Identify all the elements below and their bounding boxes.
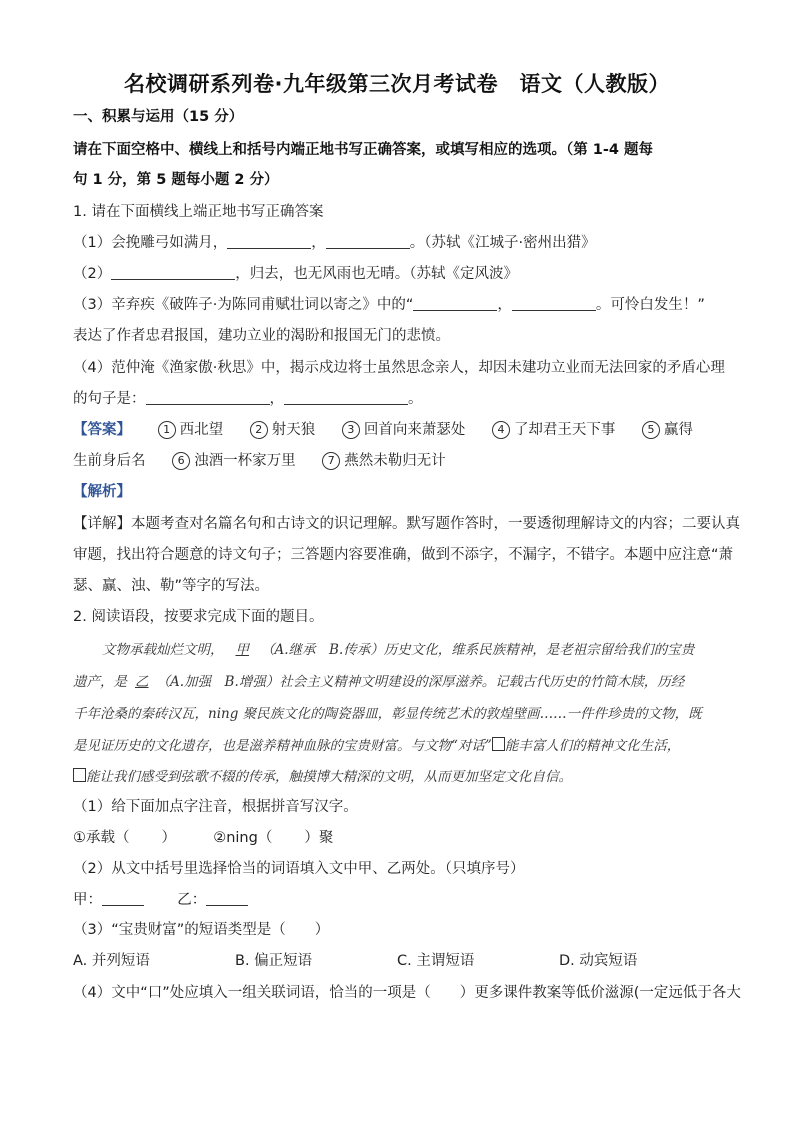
subquestion-3-options [73, 951, 723, 971]
answer-blank[interactable] [413, 295, 497, 311]
passage-line-5: 能让我们感受到弦歌不辍的传承，触摸博大精深的文明，从而更加坚定文化自信。 [73, 767, 723, 787]
subquestion-3: （3）“宝贵财富”的短语类型是（ ） [73, 922, 330, 938]
question-1-part-3: （3）辛弃疾《破阵子·为陈同甫赋壮词以寄之》中的“ ， 。可怜白发生！” [73, 297, 705, 313]
question-2-stem: 2. 阅读语段，按要求完成下面的题目。 [73, 609, 324, 625]
answer-item: 2 射天狼 [250, 422, 316, 438]
analysis-line-2: 审题，找出符合题意的诗文句子；三答题内容要准确，做到不添字，不漏字，不错字。本题中应注意“萧 [73, 547, 734, 563]
answer-blank[interactable] [326, 233, 410, 249]
instruction-line-2: 句 1 分，第 5 题每小题 2 分） [73, 172, 279, 188]
option-b[interactable]: B. 偏正短语 [235, 953, 313, 969]
answer-item: 4 了却君王天下事 [492, 422, 616, 438]
answer-item: 5 赢得 [642, 422, 693, 438]
page-title: 名校调研系列卷·九年级第三次月考试卷 语文（人教版） [124, 72, 670, 96]
subquestion-1-items: ①承载（ ） ②ning（ ）聚 [73, 830, 334, 846]
answer-item: 1 西北望 [158, 422, 224, 438]
answer-blank[interactable] [111, 264, 235, 280]
blank-box[interactable] [73, 768, 86, 782]
passage-line-2: 遗产，是 乙 （A.加强 B.增强）社会主义精神文明建设的深厚滋养。记载古代历史的竹简木牍，历经 [73, 674, 685, 690]
option-a[interactable]: A. 并列短语 [73, 953, 150, 969]
answer-label: 【答案】 [73, 422, 131, 438]
passage-line-4: 是见证历史的文化遗存，也是滋养精神血脉的宝贵财富。与文物“对话” 能丰富人们的精神文化生活， [73, 738, 681, 754]
subquestion-2: （2）从文中括号里选择恰当的词语填入文中甲、乙两处。（只填序号） [73, 861, 525, 877]
option-d[interactable]: D. 动宾短语 [559, 953, 638, 969]
passage-line-1: 文物承载灿烂文明， 甲 （A.继承 B.传承）历史文化，维系民族精神，是老祖宗留给我们的宝贵 [102, 642, 695, 658]
analysis-line-3: 瑟、赢、浊、勒”等字的写法。 [73, 578, 270, 594]
answer-item: 3 回首向来萧瑟处 [342, 422, 466, 438]
question-1-part-2: （2） ，归去，也无风雨也无晴。（苏轼《定风波》 [73, 266, 518, 282]
question-1-part-4: （4）范仲淹《渔家傲·秋思》中，揭示戍边将士虽然思念亲人，却因未建功立业而无法回家的矛盾心理 [73, 360, 725, 376]
passage-line-3: 千年沧桑的秦砖汉瓦，ning 聚民族文化的陶瓷器皿，彰显传统艺术的敦煌壁画……一件件珍贵的文物，既 [73, 706, 702, 722]
section-heading: 一、积累与运用（15 分） [73, 109, 244, 125]
instruction-line-1: 请在下面空格中、横线上和括号内端正地书写正确答案，或填写相应的选项。（第 1-4 题每 [73, 142, 654, 158]
analysis-line-1: 【详解】本题考查对名篇名句和古诗文的识记理解。默写题作答时，一要透彻理解诗文的内容；二要认真 [73, 516, 740, 532]
option-c[interactable]: C. 主谓短语 [397, 953, 475, 969]
answer-line-2: 生前身后名 6 浊酒一杯家万里 7 燕然未勒归无计 [73, 453, 446, 469]
answer-blank[interactable] [102, 890, 144, 906]
question-1-part-4-cont: 的句子是： ， 。 [73, 391, 423, 407]
answer-blank[interactable] [206, 890, 248, 906]
blank-box[interactable] [492, 737, 505, 751]
answer-blank[interactable] [146, 389, 270, 405]
subquestion-4: （4）文中“口”处应填入一组关联词语，恰当的一项是（ ）更多课件教案等低价滋源(一定远低于各大 [73, 985, 741, 1001]
answer-blank[interactable] [512, 295, 596, 311]
question-1-part-1: （1）会挽雕弓如满月， ， 。（苏轼《江城子·密州出猎》 [73, 235, 596, 251]
question-1-stem: 1. 请在下面横线上端正地书写正确答案 [73, 204, 324, 220]
analysis-label: 【解析】 [73, 484, 131, 500]
subquestion-2-items: 甲： 乙： [73, 890, 723, 910]
answer-blank[interactable] [284, 389, 408, 405]
question-1-part-3-cont: 表达了作者忠君报国，建功立业的渴盼和报国无门的悲愤。 [73, 328, 450, 344]
answer-item: 7 燕然未勒归无计 [322, 453, 446, 469]
answer-line-1 [73, 420, 723, 440]
answer-item: 6 浊酒一杯家万里 [172, 453, 296, 469]
answer-blank[interactable] [227, 233, 311, 249]
subquestion-1: （1）给下面加点字注音，根据拼音写汉字。 [73, 799, 358, 815]
